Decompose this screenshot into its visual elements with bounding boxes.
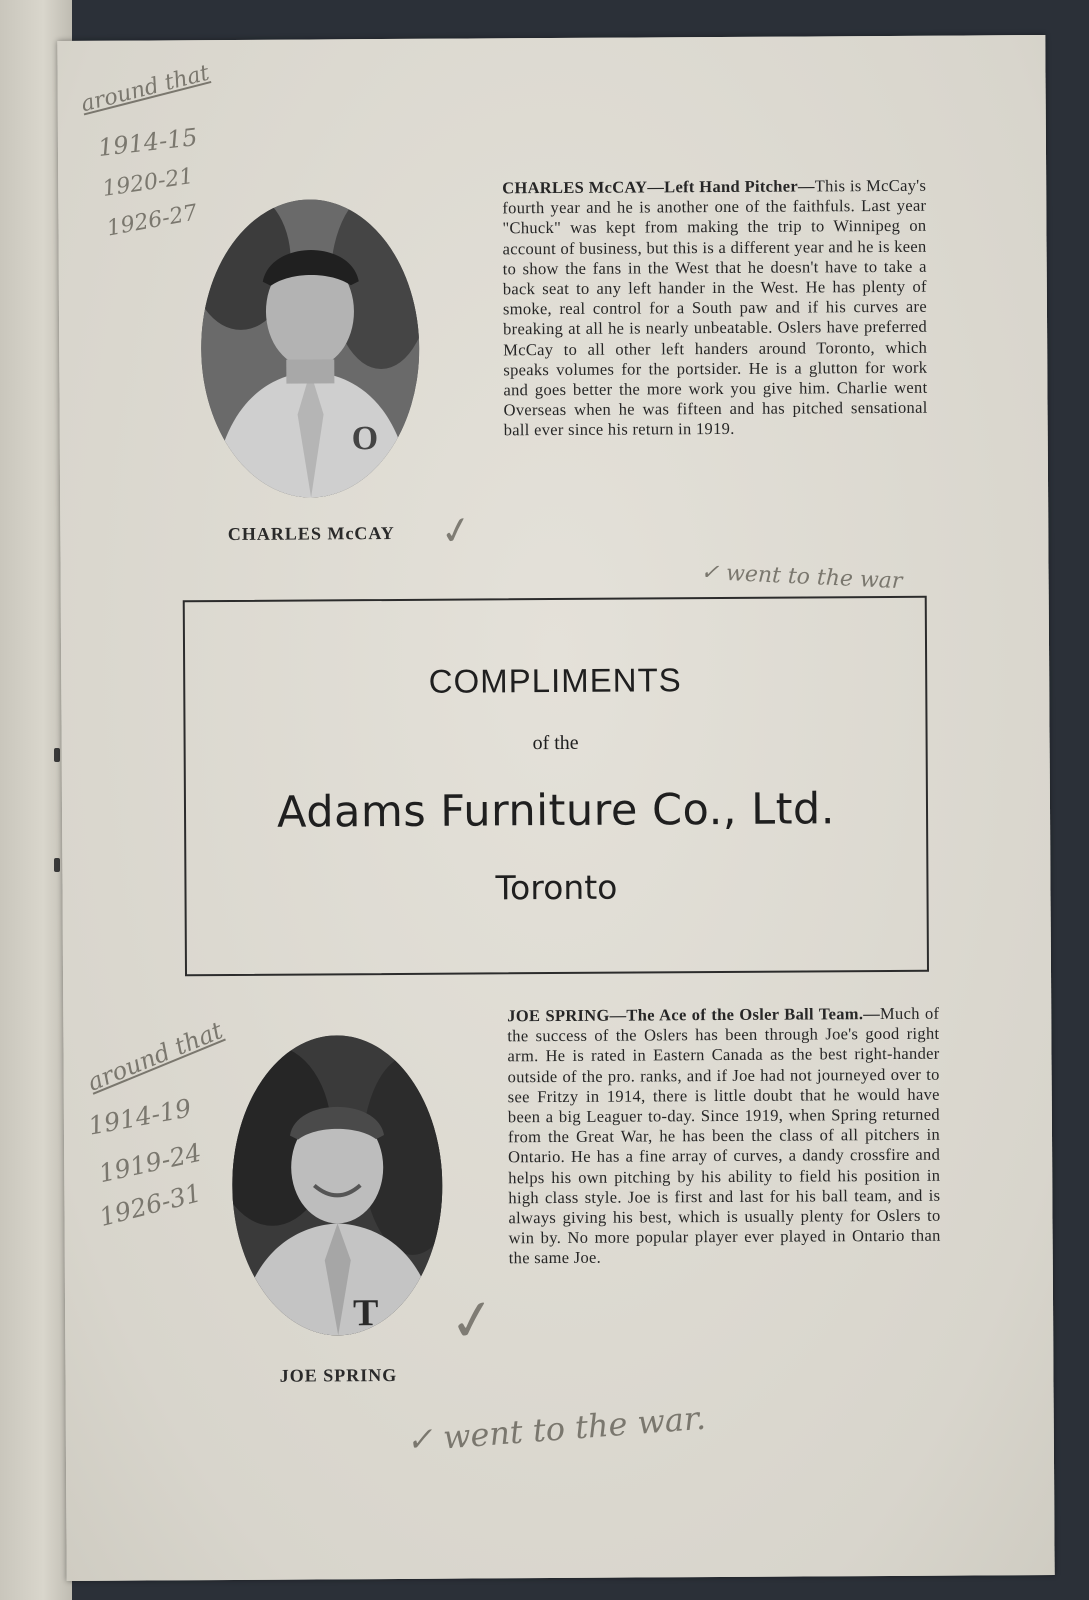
checkmark: ✓ xyxy=(436,506,476,556)
handwritten-margin-note xyxy=(700,560,903,594)
handwritten-note: 1914-15 xyxy=(96,123,199,162)
player-portrait-spring xyxy=(231,1035,443,1336)
bio-text: This is McCay's fourth year and he is another one of the faithfuls. Last year "Chuck" was kept from making the trip to Winnipeg on account of business, but this is a different year and he is keen to show the fans in the West that he doesn't have to take a back seat to any left hander in the West. He has plenty of smoke, real control for a South paw and if his curves are breaking at all he is nearly unbeatable. Oslers have preferred McCay to all other left handers around Toronto, which speaks volumes for the portsider. He is a glutton for work and goes better the more work you give him. Charlie went Overseas when he was fifteen and has pitched sensational ball ever since his return in 1919. xyxy=(502,175,928,440)
check-mark: ✓ xyxy=(404,1419,435,1460)
binding-staple xyxy=(54,748,60,762)
program-page xyxy=(57,35,1054,1581)
handwritten-note: 1926-27 xyxy=(104,200,200,242)
bio-heading: JOE SPRING—The Ace of the Osler Ball Team.— xyxy=(507,1004,881,1026)
ad-city: Toronto xyxy=(495,867,618,908)
svg-text:O: O xyxy=(351,420,379,458)
player-portrait-mccay xyxy=(200,199,420,498)
handwritten-margin-note xyxy=(405,1399,707,1460)
portrait-photo xyxy=(200,199,420,498)
bio-heading: CHARLES McCAY—Left Hand Pitcher— xyxy=(502,176,815,198)
margin-note-text: went to the war xyxy=(725,561,903,595)
margin-note-text: went to the war. xyxy=(441,1398,708,1457)
handwritten-note: around that xyxy=(83,1016,227,1097)
handwritten-note: 1926-31 xyxy=(96,1178,205,1232)
player-bio-mccay xyxy=(502,176,928,441)
ad-of-the: of the xyxy=(532,731,579,755)
handwritten-note: 1920-21 xyxy=(100,163,195,202)
handwritten-note: around that xyxy=(78,60,212,118)
player-bio-spring xyxy=(507,1004,941,1269)
svg-text:T: T xyxy=(352,1292,379,1335)
portrait-photo xyxy=(231,1035,443,1336)
check-mark: ✓ xyxy=(700,559,720,586)
ad-compliments: COMPLIMENTS xyxy=(428,661,682,700)
handwritten-note: 1919-24 xyxy=(96,1137,204,1189)
advertisement-box xyxy=(183,596,929,977)
ad-company-name: Adams Furniture Co., Ltd. xyxy=(276,784,836,838)
bio-text: Much of the success of the Oslers has been through Joe's good right arm. He is rated in Eastern Canada as the best right-hander outside of the pro. ranks, and if Joe had not journeyed over to see Fritzy in 1914, there is little doubt that he would have been a big Leaguer to-day. Since 1919, when Spring returned from the Great War, he has been the class of all pitchers in Ontario. He has a fine array of curves, a dandy crossfire and helps his own pitching by his ability to field his position in high class style. Joe is first and last for his ball team, and is always giving his best, which is usually plenty for Oslers to win by. No more popular player ever played in Ontario than the same Joe. xyxy=(507,1003,941,1268)
portrait-caption: JOE SPRING xyxy=(279,1364,398,1386)
portrait-caption: CHARLES McCAY xyxy=(227,522,395,544)
handwritten-note: 1914-19 xyxy=(86,1093,194,1141)
binding-staple xyxy=(54,858,60,872)
checkmark: ✓ xyxy=(444,1285,501,1357)
